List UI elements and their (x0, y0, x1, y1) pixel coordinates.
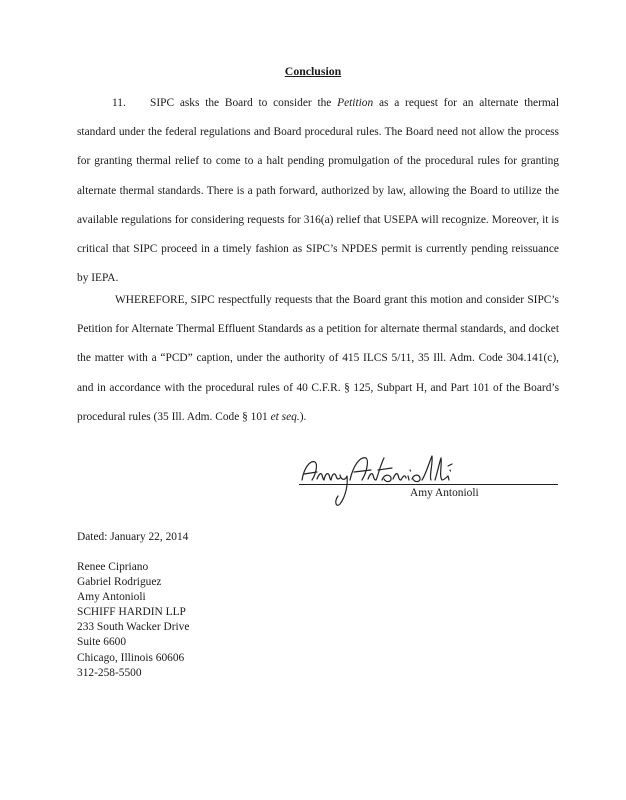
paragraph-italic-term: et seq. (270, 410, 300, 423)
address-line: Gabriel Rodriguez (77, 576, 162, 589)
paragraph-number: 11. (112, 97, 126, 109)
address-line: Amy Antonioli (77, 591, 146, 604)
paragraph-11 (77, 89, 559, 293)
signature-line (299, 484, 558, 485)
date-line: Dated: January 22, 2014 (77, 531, 189, 543)
paragraph-text-rest: as a request for an alternate thermal standard under the federal regulations and Board procedural rules. The Board need not allow the process for granting thermal relief to come to a halt pending promulgation of the procedural rules for granting alternate thermal standards. There is a path forward, authorized by law, allowing the Board to utilize the available regulations for considering requests for 316(a) relief that USEPA will recognize. Moreover, it is critical that SIPC proceed in a timely fashion as SIPC’s NPDES permit is currently pending reissuance by IEPA. (77, 97, 559, 285)
section-heading: Conclusion (284, 64, 342, 78)
address-line: Chicago, Illinois 60606 (77, 651, 185, 664)
paragraph-text-end: ). (299, 410, 307, 423)
address-line: 312-258-5500 (77, 666, 142, 679)
address-line: SCHIFF HARDIN LLP (77, 606, 186, 619)
address-line: 233 South Wacker Drive (77, 621, 190, 634)
signer-name: Amy Antonioli (410, 487, 479, 499)
paragraph-text-start: WHEREFORE, SIPC respectfully requests that the Board grant this motion and consider SIPC’s Petition for Alternate Thermal Effluent Standards as a petition for alternate thermal standards, and docket the matter with a “PCD” caption, under the authority of 415 ILCS 5/11, 35 Ill. Adm. Code 304.141(c), and in accordance with the procedural rules of 40 C.F.R. § 125, Subpart H, and Part 101 of the Board’s procedural rules (35 Ill. Adm. Code § 101 (77, 294, 559, 423)
address-line: Renee Cipriano (77, 561, 149, 573)
paragraph-wherefore (77, 286, 559, 432)
handwritten-signature (298, 450, 560, 508)
counsel-address-block (77, 560, 189, 681)
address-line: Suite 6600 (77, 636, 127, 649)
paragraph-text-start: SIPC asks the Board to consider the (150, 97, 338, 109)
paragraph-italic-term: Petition (337, 97, 374, 109)
